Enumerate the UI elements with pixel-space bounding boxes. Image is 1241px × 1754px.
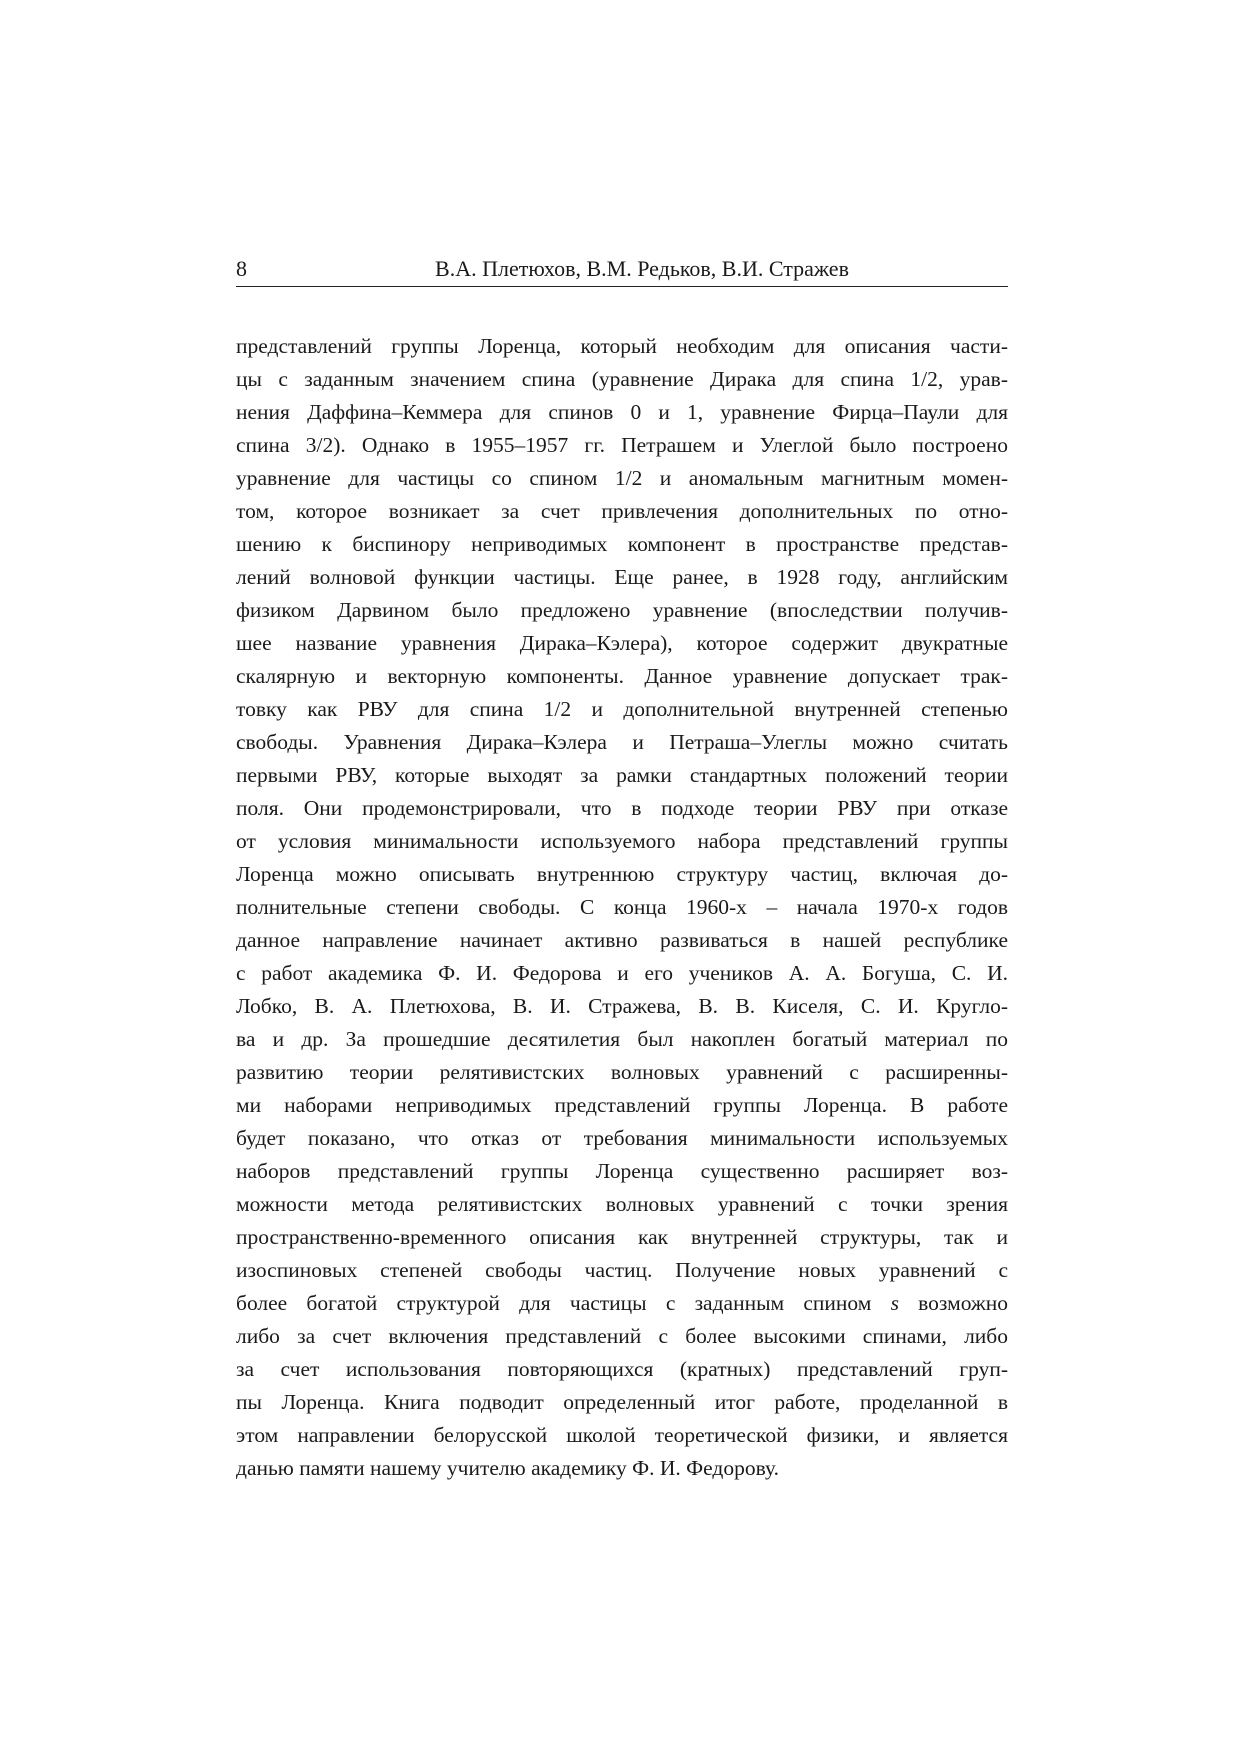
spin-symbol: s xyxy=(890,1291,899,1315)
page-number: 8 xyxy=(236,256,247,281)
text-line: уравнение для частицы со спином 1/2 и аномальным магнитным момен- xyxy=(236,466,1008,490)
text-line: можности метода релятивистских волновых уравнений с точки зрения xyxy=(236,1192,1008,1216)
text-line: свободы. Уравнения Дирака–Кэлера и Петраша–Улеглы можно считать xyxy=(236,730,1008,754)
text-line: этом направлении белорусской школой теоретической физики, и является xyxy=(236,1423,1008,1447)
text-line: полнительные степени свободы. С конца 1960-х – начала 1970-х годов xyxy=(236,895,1008,919)
running-head xyxy=(236,254,1008,287)
text-line-with-symbol xyxy=(236,1287,1008,1320)
text-line: от условия минимальности используемого набора представлений группы xyxy=(236,829,1008,853)
body-text xyxy=(236,330,1008,1485)
text-line: представлений группы Лоренца, который необходим для описания части- xyxy=(236,334,1008,358)
text-line: товку как РВУ для спина 1/2 и дополнительной внутренней степенью xyxy=(236,697,1008,721)
text-line: спина 3/2). Однако в 1955–1957 гг. Петрашем и Улеглой было построено xyxy=(236,433,1008,457)
text-line: пространственно-временного описания как внутренней структуры, так и xyxy=(236,1225,1008,1249)
text-line: скалярную и векторную компоненты. Данное уравнение допускает трак- xyxy=(236,664,1008,688)
text-segment: возможно xyxy=(918,1291,1009,1315)
text-line: развитию теории релятивистских волновых уравнений с расширенны- xyxy=(236,1060,1008,1084)
text-line: лений волновой функции частицы. Еще ранее, в 1928 году, английским xyxy=(236,565,1008,589)
text-line: Лоренца можно описывать внутреннюю структуру частиц, включая до- xyxy=(236,862,1008,886)
text-line: пы Лоренца. Книга подводит определенный итог работе, проделанной в xyxy=(236,1390,1008,1414)
text-line: шее название уравнения Дирака–Кэлера), которое содержит двукратные xyxy=(236,631,1008,655)
text-line: за счет использования повторяющихся (кратных) представлений груп- xyxy=(236,1357,1008,1381)
text-line: данное направление начинает активно развиваться в нашей республике xyxy=(236,928,1008,952)
text-line: с работ академика Ф. И. Федорова и его учеников А. А. Богуша, С. И. xyxy=(236,961,1008,985)
text-line: физиком Дарвином было предложено уравнение (впоследствии получив- xyxy=(236,598,1008,622)
text-line: Лобко, В. А. Плетюхова, В. И. Стражева, В. В. Киселя, С. И. Кругло- xyxy=(236,994,1008,1018)
text-line: том, которое возникает за счет привлечения дополнительных по отно- xyxy=(236,499,1008,523)
text-segment: более богатой структурой для частицы с заданным спином xyxy=(236,1291,872,1315)
text-line: первыми РВУ, которые выходят за рамки стандартных положений теории xyxy=(236,763,1008,787)
text-line: либо за счет включения представлений с более высокими спинами, либо xyxy=(236,1324,1008,1348)
text-line: ва и др. За прошедшие десятилетия был накоплен богатый материал по xyxy=(236,1027,1008,1051)
running-head-authors: В.А. Плетюхов, В.М. Редьков, В.И. Стражев xyxy=(435,256,849,281)
text-line: изоспиновых степеней свободы частиц. Получение новых уравнений с xyxy=(236,1258,1008,1282)
text-line: ми наборами неприводимых представлений группы Лоренца. В работе xyxy=(236,1093,1008,1117)
text-line: нения Даффина–Кеммера для спинов 0 и 1, уравнение Фирца–Паули для xyxy=(236,400,1008,424)
text-line: наборов представлений группы Лоренца существенно расширяет воз- xyxy=(236,1159,1008,1183)
text-line: поля. Они продемонстрировали, что в подходе теории РВУ при отказе xyxy=(236,796,1008,820)
text-line: данью памяти нашему учителю академику Ф. И. Федорову. xyxy=(236,1456,780,1480)
text-line: цы с заданным значением спина (уравнение Дирака для спина 1/2, урав- xyxy=(236,367,1008,391)
text-line: будет показано, что отказ от требования минимальности используемых xyxy=(236,1126,1008,1150)
text-line: шению к биспинору неприводимых компонент в пространстве представ- xyxy=(236,532,1008,556)
